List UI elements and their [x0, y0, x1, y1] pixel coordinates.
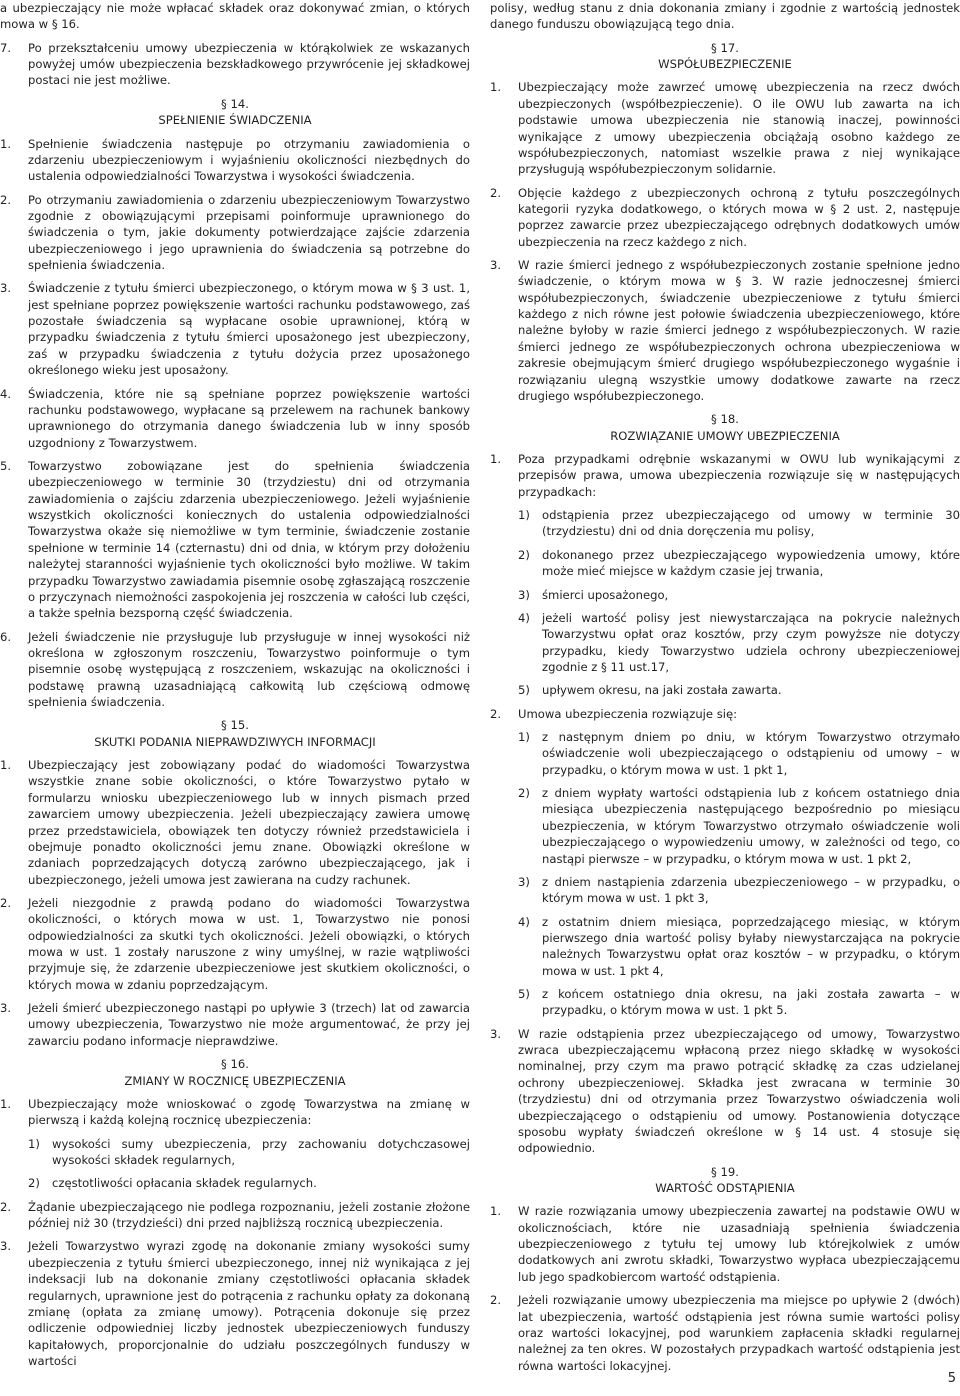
spacer	[0, 1049, 470, 1056]
spacer	[0, 1089, 470, 1096]
sub-item	[518, 682, 960, 698]
paragraph-text: polisy, według stanu z dnia dokonania zmiany i zgodnie z wartością jednostek danego funduszu obowiązującą tego dnia.	[490, 1, 960, 32]
numbered-paragraph	[490, 257, 960, 404]
paragraph-text: Jeżeli rozwiązanie umowy ubezpieczenia ma miejsce po upływie 2 (dwóch) lat ubezpieczenia, wartość odstąpienia jest równa sumie wartości polisy oraz wartości lokacyjnej, pod warunkiem zapłacenia składki regularnej należnej za ten okres. W pozostałych przypadkach wartość odstąpienia jest równa wartości lokacyjnej.	[518, 1293, 960, 1373]
paragraph-number: 2.	[0, 192, 12, 207]
spacer	[490, 603, 960, 610]
numbered-paragraph	[0, 192, 470, 274]
paragraph-number: 1.	[490, 1204, 502, 1219]
paragraph-number: 4.	[0, 386, 12, 401]
numbered-paragraph	[490, 1203, 960, 1285]
sub-item	[518, 507, 960, 540]
spacer	[0, 89, 470, 96]
spacer	[0, 379, 470, 386]
numbered-paragraph	[490, 1292, 960, 1374]
sub-item	[518, 914, 960, 979]
numbered-paragraph	[0, 1199, 470, 1232]
spacer	[0, 33, 470, 40]
section-number: § 14.	[221, 96, 249, 111]
paragraph-text: Ubezpieczający jest zobowiązany podać do wiadomości Towarzystwa wszystkie znane sobie okoliczności, o które Towarzystwo pytało w formularzu wniosku ubezpieczeniowego lub w innych pismach przed zawarciem umowy ubezpieczenia. Jeżeli ubezpieczający zawiera umowę przez przedstawiciela, obowiązek ten dotyczy również przedstawiciela i obejmuje ponadto okoliczności jemu znane. Obowiązki określone w zdaniach poprzedzających dotyczą zarówno ubezpieczającego, jak i ubezpieczonego, jeżeli umowa jest zawierana na cudzy rachunek.	[28, 758, 470, 887]
spacer	[0, 750, 470, 757]
spacer	[0, 273, 470, 280]
paragraph-number: 1.	[0, 1096, 12, 1111]
numbered-paragraph	[490, 185, 960, 250]
sub-item-text: z dniem nastąpienia zdarzenia ubezpieczeniowego – w przypadku, o którym mowa w ust. 1 pkt 3,	[542, 874, 960, 906]
paragraph-text: Jeżeli świadczenie nie przysługuje lub przysługuje w innej wysokości niż określona w zgłoszonym roszczeniu, Towarzystwo poinformuje o tym pisemnie osobę występującą z roszczeniem, wskazując na okoliczności i podstawę prawną uzasadniającą całkowitą lub częściową odmowę spełnienia świadczenia.	[28, 629, 470, 710]
paragraph-text: W razie rozwiązania umowy ubezpieczenia zawartej na podstawie OWU w okolicznościach, które nie uzasadniają spełnienia świadczenia ubezpieczeniowego z tytułu tej umowy lub którejkolwiek z umów dodatkowych ani zwrotu składki, Towarzystwo wypłaca ubezpieczającemu lub jego spadkobiercom wartość odstąpienia.	[518, 1204, 960, 1284]
paragraph-number: 2.	[0, 895, 12, 910]
sub-item-text: z ostatnim dniem miesiąca, poprzedzającego miesiąc, w którym pierwszego dnia wartość polisy byłaby niewystarczająca na pokrycie należnych Towarzystwu opłat oraz kosztów – w przypadku, o którym mowa w ust. 1 pkt 4,	[542, 914, 960, 978]
paragraph-number: 2.	[490, 185, 502, 200]
sub-item-number: 3)	[518, 587, 530, 602]
spacer	[490, 1285, 960, 1292]
sub-item-number: 5)	[518, 987, 530, 1002]
spacer	[490, 979, 960, 986]
sub-item	[28, 1136, 470, 1169]
paragraph-text: Spełnienie świadczenia następuje po otrzymaniu zawiadomienia o zdarzeniu ubezpieczeniowym i wyjaśnieniu okoliczności niezbędnych do ustalenia odpowiedzialności Towarzystwa i wysokości świadczenia.	[28, 136, 470, 184]
section-number: § 18.	[711, 412, 739, 427]
numbered-paragraph	[0, 458, 470, 622]
paragraph-number: 3.	[490, 258, 502, 273]
paragraph-text: Po otrzymaniu zawiadomienia o zdarzeniu ubezpieczeniowym Towarzystwo zgodnie z obowiązującymi przepisami poinformuje uprawnionego do świadczenia o tym, jakie dokumenty potwierdzające zajście zdarzenia ubezpieczeniowego i jego uprawnienia do świadczenia są potrzebne do spełnienia świadczenia.	[28, 192, 470, 273]
paragraph-number: 3.	[490, 1026, 502, 1041]
spacer	[490, 699, 960, 706]
sub-item-number: 2)	[28, 1176, 40, 1191]
paragraph-text: Ubezpieczający może zawrzeć umowę ubezpieczenia na rzecz dwóch ubezpieczonych (współbezpieczenie). O ile OWU lub zawarta na ich podstawie umowa ubezpieczenia nie stanowią inaczej, powinności wynikające z umowy ubezpieczenia obciążają osobno każdego ze współubezpieczonych, natomiast wszelkie prawa z niej wynikające przysługują współubezpieczonym solidarnie.	[518, 80, 960, 177]
paragraph-text: Umowa ubezpieczenia rozwiązuje się:	[518, 706, 738, 721]
left-column	[0, 0, 470, 1369]
numbered-paragraph	[490, 451, 960, 500]
paragraph-continuation	[490, 0, 960, 33]
paragraph-text: Poza przypadkami odrębnie wskazanymi w OWU lub wynikającymi z przepisów prawa, umowa ubezpieczenia rozwiązuje się w następujących przypadkach:	[518, 451, 960, 499]
sub-item	[518, 729, 960, 778]
spacer	[490, 1196, 960, 1203]
numbered-paragraph	[0, 386, 470, 451]
spacer	[490, 778, 960, 785]
numbered-paragraph	[0, 757, 470, 888]
spacer	[490, 580, 960, 587]
section-heading	[490, 1164, 960, 1197]
section-heading	[0, 96, 470, 129]
spacer	[0, 888, 470, 895]
spacer	[490, 722, 960, 729]
numbered-paragraph	[0, 1096, 470, 1129]
sub-item	[518, 874, 960, 907]
paragraph-number: 1.	[0, 758, 12, 773]
sub-item-number: 1)	[518, 508, 530, 523]
section-title: WSPÓŁUBEZPIECZENIE	[658, 57, 792, 72]
section-heading	[490, 411, 960, 444]
numbered-paragraph	[490, 1026, 960, 1157]
spacer	[0, 1192, 470, 1199]
section-number: § 19.	[711, 1164, 739, 1179]
sub-item-text: częstotliwości opłacania składek regularnych.	[52, 1176, 317, 1191]
spacer	[0, 129, 470, 136]
right-column	[490, 0, 960, 1374]
sub-item-text: z następnym dniem po dniu, w którym Towarzystwo otrzymało oświadczenie woli ubezpieczającego o odstąpieniu od umowy – w przypadku, o którym mowa w ust. 1 pkt 1,	[542, 730, 960, 777]
numbered-paragraph	[0, 895, 470, 993]
spacer	[0, 993, 470, 1000]
paragraph-text: Po przekształceniu umowy ubezpieczenia w którąkolwiek ze wskazanych powyżej umów ubezpieczenia bezskładkowego przywrócenie jej składkowej postaci nie jest możliwe.	[28, 40, 470, 88]
section-title: ROZWIĄZANIE UMOWY UBEZPIECZENIA	[610, 428, 840, 443]
numbered-paragraph	[0, 136, 470, 185]
paragraph-text: Objęcie każdego z ubezpieczonych ochroną z tytułu poszczególnych kategorii ryzyka dodatkowego, o których mowa w § 2 ust. 2, następuje poprzez zawarcie przez ubezpieczającego odrębnych dodatkowych umów ubezpieczenia na rzecz każdego z nich.	[518, 185, 960, 249]
sub-item	[518, 587, 960, 603]
spacer	[0, 185, 470, 192]
spacer	[0, 451, 470, 458]
paragraph-number: 2.	[490, 706, 502, 721]
sub-item	[518, 986, 960, 1019]
sub-item-text: upływem okresu, na jaki została zawarta.	[542, 683, 782, 698]
sub-item-text: z dniem wypłaty wartości odstąpienia lub z końcem ostatniego dnia miesiąca ubezpieczenia następującego bezpośrednio po miesiącu ubezpieczenia, w którym Towarzystwo otrzymało oświadczenie woli ubezpieczającego o wypowiedzeniu umowy, w zależności od tego, co nastąpi pierwsze – w przypadku, o którym mowa w ust. 1 pkt 2,	[542, 786, 960, 866]
paragraph-number: 1.	[490, 451, 502, 466]
spacer	[0, 622, 470, 629]
section-title: SKUTKI PODANIA NIEPRAWDZIWYCH INFORMACJI	[94, 734, 376, 749]
numbered-paragraph	[0, 1000, 470, 1049]
paragraph-text: Jeżeli śmierć ubezpieczonego nastąpi po upływie 3 (trzech) lat od zawarcia umowy ubezpieczenia, Towarzystwo nie może argumentować, że przy jej zawarciu podano informacje nieprawdziwe.	[28, 1001, 470, 1048]
section-number: § 15.	[221, 718, 249, 733]
paragraph-text: Jeżeli Towarzystwo wyrazi zgodę na dokonanie zmiany wysokości sumy ubezpieczenia z tytułu śmierci ubezpieczonego, innej niż wynikająca z jej indeksacji lub na dokonanie zmiany częstotliwości opłacania składek regularnych, uprawnione jest do potrącenia z rachunku opłaty za dokonaną zmianę (opłata za zmianę umowy). Potrącenia dokonuje się przez odliczenie odpowiedniej liczby jednostek ubezpieczeniowych funduszy kapitałowych, proporcjonalnie do udziału poszczególnych funduszy w wartości	[28, 1239, 470, 1368]
numbered-paragraph	[0, 280, 470, 378]
section-heading	[490, 40, 960, 73]
section-title: SPEŁNIENIE ŚWIADCZENIA	[158, 113, 312, 128]
paragraph-number: 3.	[0, 281, 12, 296]
numbered-paragraph	[490, 706, 960, 722]
spacer	[490, 1019, 960, 1026]
sub-item-text: dokonanego przez ubezpieczającego wypowiedzenia umowy, które może mieć miejsce w każdym czasie jej trwania,	[542, 547, 960, 579]
paragraph-text: Żądanie ubezpieczającego nie podlega rozpoznaniu, jeżeli zostanie złożone później niż 30 (trzydzieści) dni przed najbliższą rocznicą ubezpieczenia.	[28, 1199, 470, 1231]
paragraph-text: Ubezpieczający może wnioskować o zgodę Towarzystwa na zmianę w pierwszą i każdą kolejną rocznicę ubezpieczenia:	[28, 1096, 470, 1128]
spacer	[490, 540, 960, 547]
paragraph-number: 6.	[0, 629, 12, 644]
section-heading	[0, 717, 470, 750]
spacer	[0, 710, 470, 717]
paragraph-number: 1.	[0, 136, 12, 151]
paragraph-text: Jeżeli niezgodnie z prawdą podano do wiadomości Towarzystwa okoliczności, o których mowa w ust. 1, Towarzystwo nie ponosi odpowiedzialności za skutki tych okoliczności. Jeżeli obowiązki, o których mowa w ust. 1 zostały naruszone z winy umyślnej, w razie wątpliwości przyjmuje się, że zdarzenie ubezpieczeniowe jest skutkiem okoliczności, o których mowa w zdaniu poprzedzającym.	[28, 895, 470, 992]
paragraph-number: 7.	[0, 40, 12, 55]
paragraph-number: 3.	[0, 1239, 12, 1254]
spacer	[490, 500, 960, 507]
section-heading	[0, 1056, 470, 1089]
section-title: WARTOŚĆ ODSTĄPIENIA	[655, 1181, 795, 1195]
section-number: § 17.	[711, 40, 739, 55]
spacer	[490, 444, 960, 451]
sub-item-number: 3)	[518, 874, 530, 889]
paragraph-text: Świadczenia, które nie są spełniane poprzez powiększenie wartości rachunku podstawowego, wypłacane są przelewem na rachunek bankowy uprawnionego do otrzymania danego świadczenia lub w inny sposób uzgodniony z Towarzystwem.	[28, 386, 470, 450]
sub-item-number: 4)	[518, 914, 530, 929]
sub-item-text: odstąpienia przez ubezpieczającego od umowy w terminie 30 (trzydziestu) dni od dnia doręczenia mu polisy,	[542, 508, 960, 539]
spacer	[490, 1157, 960, 1164]
paragraph-number: 2.	[0, 1199, 12, 1214]
page-number: 5	[947, 1371, 956, 1386]
sub-item-text: śmierci uposażonego,	[542, 587, 669, 602]
paragraph-text: W razie odstąpienia przez ubezpieczającego od umowy, Towarzystwo zwraca ubezpieczającemu wpłaconą przez niego składkę w wysokości nominalnej, przy czym ma prawo potrącić składkę za czas udzielanej ochrony ubezpieczeniowej. Składka jest zwracana w terminie 30 (trzydziestu) dni od otrzymania przez Towarzystwo oświadczenia woli ubezpieczającego o odstąpieniu od umowy. Postanowienia dotyczące sposobu wypłaty świadczeń określone w § 14 ust. 4 stosuje się odpowiednio.	[518, 1026, 960, 1156]
sub-item-number: 1)	[518, 730, 530, 745]
spacer	[490, 867, 960, 874]
paragraph-continuation	[0, 0, 470, 33]
sub-item-text: z końcem ostatniego dnia okresu, na jaki została zawarta – w przypadku, o którym mowa w ust. 1 pkt 5.	[542, 987, 960, 1018]
sub-item	[518, 610, 960, 675]
paragraph-text: W razie śmierci jednego z współubezpieczonych zostanie spełnione jedno świadczenie, o którym mowa w § 3. W razie jednoczesnej śmierci współubezpieczonych, świadczenie ubezpieczeniowe z tytułu śmierci każdego z nich równe jest połowie świadczenia ubezpieczeniowego, które należne byłoby w razie śmierci jednego z współubezpieczonych. W razie śmierci jednego ze współubezpieczonych ochrona ubezpieczeniowa w zakresie obejmującym śmierć drugiego współubezpieczonego wygaśnie i rozwiązaniu ulegną wszystkie umowy dodatkowe zawarte na rzecz drugiego współubezpieczonego.	[518, 258, 960, 403]
sub-item-number: 2)	[518, 547, 530, 562]
section-number: § 16.	[221, 1057, 249, 1072]
numbered-paragraph	[0, 629, 470, 711]
spacer	[490, 33, 960, 40]
paragraph-text: a ubezpieczający nie może wpłacać składek oraz dokonywać zmian, o których mowa w § 16.	[0, 1, 470, 32]
spacer	[490, 178, 960, 185]
spacer	[490, 72, 960, 79]
sub-item-number: 1)	[28, 1136, 40, 1151]
sub-item	[518, 547, 960, 580]
numbered-paragraph	[0, 1238, 470, 1369]
spacer	[490, 907, 960, 914]
paragraph-number: 5.	[0, 458, 12, 473]
sub-item-number: 2)	[518, 786, 530, 801]
paragraph-number: 1.	[490, 80, 502, 95]
paragraph-text: Towarzystwo zobowiązane jest do spełnienia świadczenia ubezpieczeniowego w terminie 30 (trzydziestu) dni od otrzymania zawiadomienia o zajściu zdarzenia ubezpieczeniowego. Jeżeli wyjaśnienie wszystkich okoliczności koniecznych do ustalenia odpowiedzialności Towarzystwa okaże się niemożliwe w tym terminie, świadczenie zostanie spełnione w terminie 14 (czternastu) dni od dnia, w którym przy dołożeniu należytej staranności wyjaśnienie tych okoliczności było możliwe. W takim przypadku Towarzystwo zawiadamia pisemnie osobę zgłaszającą roszczenie o przyczynach niemożności zaspokojenia jej roszczenia w całości lub części, a także spełnia bezsporną część świadczenia.	[28, 458, 470, 621]
sub-item	[28, 1175, 470, 1191]
sub-item-number: 5)	[518, 683, 530, 698]
numbered-paragraph	[0, 40, 470, 89]
spacer	[0, 1168, 470, 1175]
spacer	[0, 1231, 470, 1238]
spacer	[490, 404, 960, 411]
sub-item	[518, 785, 960, 867]
numbered-paragraph	[490, 79, 960, 177]
spacer	[0, 1129, 470, 1136]
spacer	[490, 250, 960, 257]
section-title: ZMIANY W ROCZNICĘ UBEZPIECZENIA	[124, 1073, 346, 1088]
paragraph-text: Świadczenie z tytułu śmierci ubezpieczonego, o którym mowa w § 3 ust. 1, jest spełniane poprzez powiększenie wartości rachunku podstawowego, zaś pozostałe świadczenia są wypłacane osobie uprawnionej, którą w przypadku świadczenia z tytułu śmierci uposażonego jest ubezpieczony, zaś w przypadku świadczenia z tytułu dożycia przez uposażonego określonego wieku jest uposażony.	[28, 281, 470, 378]
paragraph-number: 3.	[0, 1001, 12, 1016]
sub-item-text: wysokości sumy ubezpieczenia, przy zachowaniu dotychczasowej wysokości składek regularnych,	[52, 1136, 470, 1167]
spacer	[490, 675, 960, 682]
sub-item-number: 4)	[518, 610, 530, 625]
paragraph-number: 2.	[490, 1293, 502, 1308]
sub-item-text: jeżeli wartość polisy jest niewystarczająca na pokrycie należnych Towarzystwu opłat oraz kosztów, przy czym powyższe nie dotyczy przypadku, kiedy Towarzystwo udziela ochrony ubezpieczeniowej zgodnie z § 11 ust.17,	[542, 610, 960, 674]
